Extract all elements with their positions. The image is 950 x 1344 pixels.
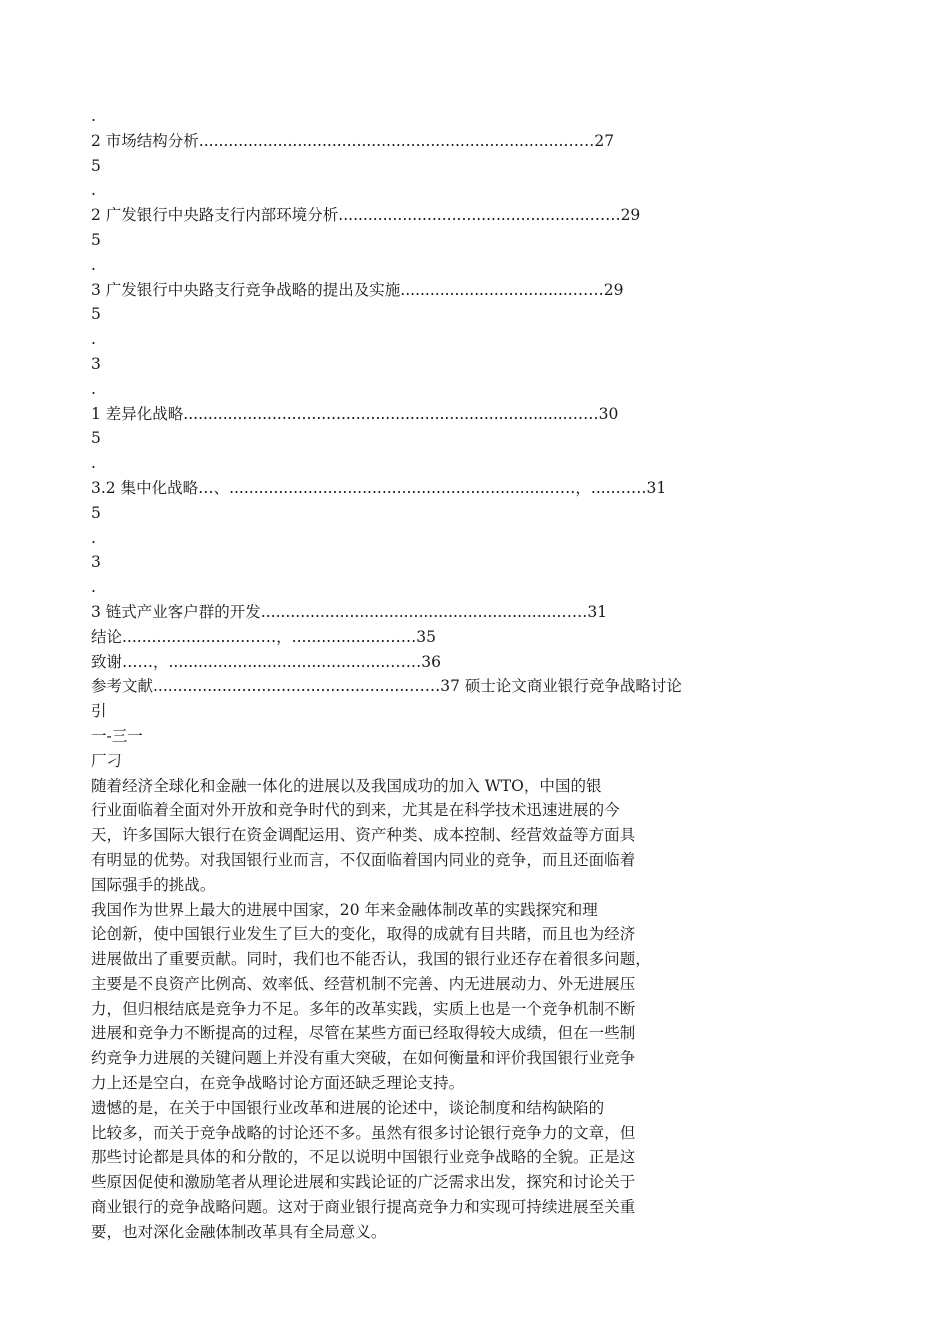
document-page [91, 104, 691, 1245]
toc-line: . [91, 578, 96, 597]
toc-line: 2 广发银行中央路支行内部环境分析...................................................……29 [91, 206, 641, 225]
toc-line: . [91, 107, 96, 125]
toc-line: 结论.........................……，...................……35 [91, 627, 437, 646]
body-line: 那些讨论都是具体的和分散的，不足以说明中国银行业竞争战略的全貌。正是这 [91, 1148, 636, 1167]
toc-line: . [91, 330, 96, 349]
toc-line: 5 [91, 156, 101, 175]
toc-line: . [91, 528, 96, 547]
body-line: 有明显的优势。对我国银行业而言，不仅面临着国内同业的竞争，而且还面临着 [91, 850, 636, 869]
body-line: 论创新，使中国银行业发生了巨大的变化，取得的成就有目共睹，而且也为经济 [91, 925, 636, 944]
toc-line: 3.2 集中化战略…、................................................................……，.....……31 [91, 478, 667, 497]
body-line: 要，也对深化金融体制改革具有全局意义。 [91, 1222, 387, 1241]
toc-line: 3 链式产业客户群的开发............................................................……31 [91, 602, 608, 621]
toc-line: 5 [91, 503, 101, 522]
toc-line: 3 [91, 354, 101, 373]
toc-line: 3 广发银行中央路支行竞争战略的提出及实施...................................……29 [91, 280, 624, 299]
body-line: 进展和竞争力不断提高的过程，尽管在某些方面已经取得较大成绩，但在一些制 [91, 1024, 636, 1043]
body-line: 力，但归根结底是竞争力不足。多年的改革实践，实质上也是一个竞争机制不断 [91, 999, 636, 1018]
body-line: 国际强手的挑战。 [91, 875, 216, 894]
body-line: 随着经济全球化和金融一体化的进展以及我国成功的加入 WTO，中国的银 [91, 776, 602, 795]
body-line: 约竞争力进展的关键问题上并没有重大突破，在如何衡量和评价我国银行业竞争 [91, 1049, 636, 1068]
body-line: 商业银行的竞争战略问题。这对于商业银行提高竞争力和实现可持续进展至关重 [91, 1198, 636, 1217]
toc-line: . [91, 181, 96, 200]
table-of-contents [91, 104, 691, 774]
introduction-text [91, 774, 691, 1245]
toc-line: 5 [91, 230, 101, 249]
toc-line: 一-三一 [91, 726, 143, 745]
toc-line: 3 [91, 553, 101, 572]
body-line: 主要是不良资产比例高、效率低、经营机制不完善、内无进展动力、外无进展压 [91, 974, 636, 993]
toc-line: . [91, 454, 96, 473]
toc-line: 厂刁 [91, 751, 123, 770]
body-line: 些原因促使和激励笔者从理论进展和实践论证的广泛需求出发，探究和讨论关于 [91, 1173, 636, 1192]
toc-line: 引 [91, 702, 107, 721]
toc-line: 致谢……，.............................................……36 [91, 652, 441, 671]
body-line: 力上还是空白，在竞争战略讨论方面还缺乏理论支持。 [91, 1074, 465, 1093]
toc-line: 1 差异化战略..............................................................................……30 [91, 404, 619, 423]
toc-line: 5 [91, 429, 101, 448]
toc-line: 2 市场结构分析..........................................................................……27 [91, 131, 615, 150]
toc-line: 5 [91, 305, 101, 324]
body-line: 进展做出了重要贡献。同时，我们也不能否认，我国的银行业还存在着很多问题， [91, 950, 651, 969]
toc-line: . [91, 255, 96, 274]
body-line: 天，许多国际大银行在资金调配运用、资产种类、成本控制、经营效益等方面具 [91, 826, 636, 845]
body-line: 遗憾的是，在关于中国银行业改革和进展的论述中，谈论制度和结构缺陷的 [91, 1098, 605, 1117]
body-line: 我国作为世界上最大的进展中国家，20 年来金融体制改革的实践探究和理 [91, 900, 598, 919]
toc-line: 参考文献....................................................……37 硕士论文商业银行竞争战略讨论 [91, 677, 682, 696]
body-line: 行业面临着全面对外开放和竞争时代的到来，尤其是在科学技术迅速进展的今 [91, 801, 620, 820]
toc-line: . [91, 379, 96, 398]
body-line: 比较多，而关于竞争战略的讨论还不多。虽然有很多讨论银行竞争力的文章，但 [91, 1123, 636, 1142]
